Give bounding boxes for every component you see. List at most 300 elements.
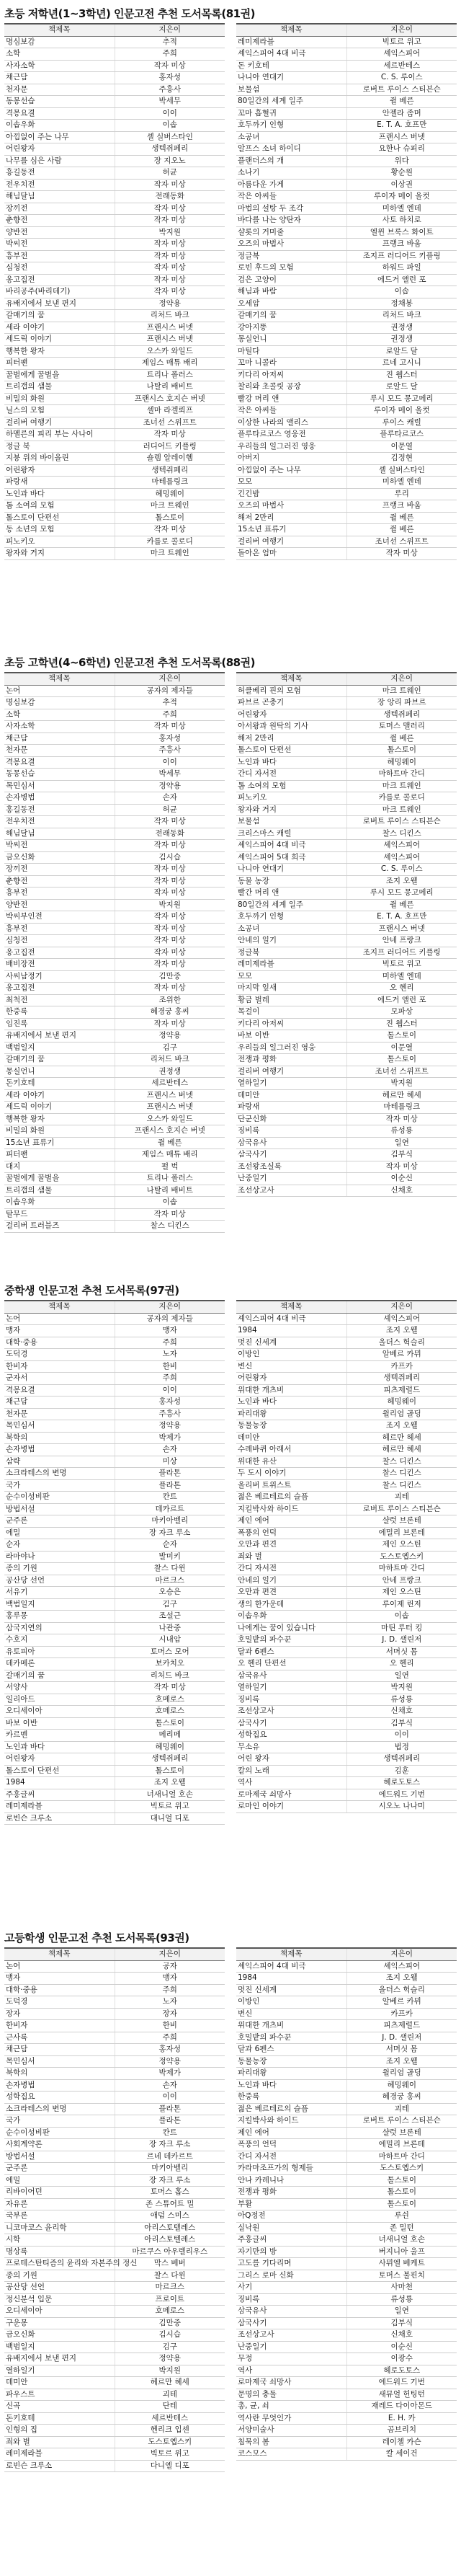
book-title: 1984 [236,1973,346,1985]
table-row [236,1973,457,1985]
table-row [4,226,225,239]
column-header-author: 지은이 [346,673,457,685]
book-author: 정약용 [115,780,225,792]
book-title: 돈 키호테 [236,60,346,72]
book-author: 작자 미상 [346,1161,457,1173]
table-row [236,226,457,239]
book-author: 괴테 [115,2389,225,2401]
book-title: 해님달님 [4,191,115,203]
book-author: 마테를링크 [115,477,225,489]
book-author: 너새니얼 호손 [346,2234,457,2247]
book-author: 주희 [115,1984,225,1996]
book-title: 목민심서 [4,2055,115,2068]
book-title: 수레바퀴 아래서 [236,1444,346,1456]
book-author: 미상 [115,1456,225,1468]
table-row [4,1973,225,1985]
book-author: 작자 미상 [115,429,225,441]
book-author: 프랜시스 버넷 [115,322,225,334]
table-row [236,2329,457,2342]
table-row [236,548,457,560]
table-row [236,2293,457,2306]
book-title: 채근담 [4,72,115,84]
table-row [4,1777,225,1789]
table-row [236,2353,457,2365]
book-title: 서양미술사 [236,2425,346,2437]
book-title: 오만과 편견 [236,1587,346,1599]
table-row [4,2163,225,2175]
book-author: 카프카 [346,2008,457,2020]
table-row [4,2198,225,2210]
book-title: 소공녀 [236,923,346,935]
table-row [236,828,457,840]
book-author: 일연 [346,2306,457,2318]
book-title: 북학의 [4,2068,115,2080]
book-author: 마크 트웨인 [115,500,225,513]
book-table-right [236,672,457,1197]
table-row [4,1587,225,1599]
book-title: 멋진 신세계 [236,1337,346,1349]
book-title: 해님과 바람 [236,286,346,298]
book-title: 양반전 [4,899,115,911]
book-title: 탈무드 [4,1208,115,1221]
book-title: 침묵의 봄 [236,2436,346,2448]
book-title: 위대한 개츠비 [236,2020,346,2032]
book-title: 소크라테스의 변명 [4,1468,115,1480]
book-author: 오 헨리 [346,1658,457,1670]
table-row [236,2246,457,2258]
book-author: 박지원 [346,1682,457,1694]
table-row [4,2044,225,2056]
table-row [4,911,225,924]
book-author: 셰익스피어 [346,1313,457,1325]
table-row [236,1078,457,1090]
table-row [236,2020,457,2032]
book-author: 작자 미상 [115,935,225,947]
book-title: 지킬박사와 하이드 [236,1503,346,1515]
table-row [4,369,225,381]
book-title: 오디세이아 [4,2306,115,2318]
table-row [4,1102,225,1114]
table-row [4,2329,225,2342]
book-title: 해저 2만리 [236,732,346,745]
table-row [4,1670,225,1682]
book-author: 존 밀턴 [346,2222,457,2234]
book-title: 목민심서 [4,780,115,792]
book-author: 루이스 캐럴 [346,417,457,429]
book-title: 백범일지 [4,2341,115,2353]
book-author: 메리메 [115,1730,225,1742]
book-author: 추적 [115,36,225,48]
table-row [4,500,225,513]
table-row [4,1197,225,1209]
book-author: 손자 [115,1444,225,1456]
table-row [4,1360,225,1373]
table-row [236,536,457,548]
table-row [4,1563,225,1575]
book-title: 어린 왕자 [236,1753,346,1766]
book-author: 정약용 [115,2353,225,2365]
table-row [4,1515,225,1528]
book-author: 리처드 바크 [115,1054,225,1066]
table-row [4,1089,225,1102]
book-title: 소공녀 [236,131,346,143]
table-row [236,1658,457,1670]
table-row [236,72,457,84]
book-title: 오세암 [236,298,346,310]
table-row [236,1960,457,1973]
book-title: 역사 [236,2365,346,2377]
column-header-title: 책제목 [236,673,346,685]
book-author: 진 웹스터 [346,1018,457,1030]
book-title: 손자병법 [4,1444,115,1456]
table-row [4,1468,225,1480]
book-author: J. D. 샐린저 [346,1634,457,1647]
table-row [4,923,225,935]
table-row [236,2436,457,2448]
book-title: 트리갭의 샘물 [4,1185,115,1197]
book-author: 루이제 린저 [346,1598,457,1611]
table-row [4,2246,225,2258]
table-row [4,96,225,108]
book-title: 우리들의 일그러진 영웅 [236,441,346,453]
book-author: 헤로도토스 [346,1777,457,1789]
table-row [4,1185,225,1197]
book-title: 전우치전 [4,816,115,828]
book-title: 시학 [4,2234,115,2247]
book-table-right [236,1947,457,2461]
table-row [236,381,457,394]
book-author: 작자 미상 [115,179,225,191]
book-title: 순수이성비판 [4,1492,115,1504]
book-author: 플루타르코스 [346,429,457,441]
book-author: 순자 [115,1539,225,1552]
table-row [4,548,225,560]
book-title: 니코마코스 윤리학 [4,2222,115,2234]
table-row [236,1313,457,1325]
book-author: 생텍쥐페리 [115,464,225,477]
table-row [4,899,225,911]
book-title: 정신분석 입문 [4,2293,115,2306]
table-row [236,1089,457,1102]
book-author: 작자 미상 [346,548,457,560]
book-title: 마법의 설탕 두 조각 [236,203,346,215]
book-author: E. T. A. 호프만 [346,911,457,924]
book-title: 조선상고사 [236,1185,346,1197]
book-title: 서유기 [4,1587,115,1599]
table-row [236,2008,457,2020]
table-row [236,1789,457,1801]
table-row [236,1337,457,1349]
book-author: 작자 미상 [115,911,225,924]
column-header-author: 지은이 [115,1948,225,1960]
table-row [236,875,457,888]
book-title: 톨스토이 단편선 [236,745,346,757]
table-row [236,1054,457,1066]
book-author: 톨스토이 [115,1765,225,1777]
book-author: 루시 모드 몽고메리 [346,888,457,900]
table-row [236,2282,457,2294]
book-title: 노인과 바다 [236,2079,346,2092]
book-title: 사자소학 [4,60,115,72]
book-author: 사마천 [346,2282,457,2294]
table-header-row [236,24,457,36]
book-title: 자유론 [4,2198,115,2210]
book-author: 찰스 디킨스 [115,1221,225,1233]
book-author: 셰익스피어 [346,840,457,852]
table-row [236,911,457,924]
table-row [236,2341,457,2353]
book-author: 생텍쥐페리 [346,1373,457,1385]
table-row [236,1102,457,1114]
table-row [236,1018,457,1030]
table-row [4,888,225,900]
table-row [4,2103,225,2115]
book-title: 소크라테스의 변명 [4,2103,115,2115]
book-title: 안네의 일기 [236,1575,346,1587]
table-row [236,345,457,358]
column-header-title: 책제목 [236,24,346,36]
table-row [4,464,225,477]
book-author: 권정생 [346,322,457,334]
book-author: 찰스 디킨스 [346,1456,457,1468]
table-row [236,2234,457,2247]
book-author: 빅토르 위고 [115,2448,225,2461]
table-row [236,2258,457,2270]
book-author: 안젤라 좀머 [346,107,457,120]
table-row [4,2115,225,2128]
book-title: 피터팬 [4,1149,115,1161]
book-title: 셰익스피어 4대 비극 [236,1313,346,1325]
book-title: 꿀벌에게 꿀벌을 [4,1173,115,1185]
book-title: 한중록 [4,1006,115,1019]
book-title: 군주론 [4,1515,115,1528]
book-title: 조선상고사 [236,2329,346,2342]
table-row [4,780,225,792]
table-row [4,239,225,251]
table-row [4,215,225,227]
table-row [4,721,225,733]
book-author: 박세무 [115,769,225,781]
book-title: 노인과 바다 [4,488,115,500]
book-author: C. S. 루이스 [346,864,457,876]
table-row [236,60,457,72]
book-author: 프로이트 [115,2293,225,2306]
book-title: 목걸이 [236,1006,346,1019]
table-row [236,2187,457,2199]
book-title: 구운몽 [4,2317,115,2329]
table-row [236,1492,457,1504]
book-title: 어린왕자 [4,143,115,156]
book-author: 칸트 [115,2127,225,2139]
book-author: 조지프 러디어드 키플링 [346,250,457,262]
book-title: 크리스마스 캐럴 [236,828,346,840]
book-title: 허클베리 핀의 모험 [236,685,346,697]
book-author: 작자 미상 [115,816,225,828]
table-row [4,732,225,745]
table-row [4,381,225,394]
book-author: 헤밍웨이 [346,2079,457,2092]
book-author: E. T. A. 호프만 [346,120,457,132]
book-author: 아리스토텔레스 [115,2234,225,2247]
book-title: 소나기 [236,167,346,180]
table-row [236,1030,457,1043]
book-title: 유배지에서 보낸 편지 [4,2353,115,2365]
book-title: 천자문 [4,1408,115,1420]
book-author: 마키아벨리 [115,2163,225,2175]
table-row [236,48,457,61]
book-title: 15소년 표류기 [4,1137,115,1149]
book-title: 리바이어던 [4,2187,115,2199]
table-row [236,983,457,995]
book-author: 피츠제럴드 [346,2020,457,2032]
book-title: 빨간 머리 앤 [236,888,346,900]
book-table-left [4,1300,225,1825]
book-author: C. S. 루이스 [346,72,457,84]
book-author: 다니엘 디포 [115,2460,225,2472]
book-author: 마르쿠스 아우렐리우스 [115,2246,225,2258]
table-row [236,1730,457,1742]
table-row [4,322,225,334]
book-title: 사회계약론 [4,2139,115,2151]
book-title: 정글북 [236,947,346,959]
book-table-right [236,1300,457,1813]
table-row [236,215,457,227]
book-author: 헤밍웨이 [115,1741,225,1753]
book-title: 채근담 [4,732,115,745]
table-row [4,2317,225,2329]
table-row [236,1113,457,1125]
book-author: 손자 [115,2079,225,2092]
book-title: 셰익스피어 5대 희극 [236,851,346,864]
table-row [4,334,225,346]
book-title: 전우치전 [4,179,115,191]
book-title: 피노키오 [4,536,115,548]
book-title: 성학집요 [236,1730,346,1742]
book-author: 주흥사 [115,1408,225,1420]
book-title: 빨강 머리 앤 [236,393,346,405]
book-title: 논어 [4,1960,115,1973]
book-title: 돈키호테 [4,2412,115,2425]
book-author: 윌리엄 골딩 [346,1408,457,1420]
book-title: 이방인 [236,1349,346,1361]
table-row [236,1515,457,1528]
book-author: 권정생 [115,1066,225,1078]
book-author: 제임스 매튜 배리 [115,1149,225,1161]
book-title: 이상한 나라의 앨리스 [236,417,346,429]
book-author: 박제가 [115,2068,225,2080]
book-author: 쥘 베른 [346,524,457,536]
table-row [236,851,457,864]
book-title: 데미안 [236,1432,346,1444]
table-row [236,274,457,286]
book-title: 한비자 [4,2020,115,2032]
table-row [236,2151,457,2163]
table-row [4,1646,225,1658]
book-title: 폭풍의 언덕 [236,1527,346,1539]
book-author: 장 자크 루소 [115,2174,225,2187]
book-title: 위대한 개츠비 [236,1384,346,1397]
book-author: 맹자 [115,1325,225,1337]
book-title: 순자 [4,1539,115,1552]
book-title: 열하일기 [236,1682,346,1694]
book-title: 걸리버 여행기 [236,536,346,548]
table-row [4,1575,225,1587]
book-author: 신채호 [346,1706,457,1718]
column-header-author: 지은이 [346,24,457,36]
book-author: 박지원 [115,899,225,911]
book-author: 톨스토이 [346,745,457,757]
book-author: 로알드 달 [346,381,457,394]
book-title: 바다를 나는 양탄자 [236,215,346,227]
book-author: 토머스 맬러리 [346,721,457,733]
book-author: 모파상 [346,1006,457,1019]
table-row [236,1468,457,1480]
book-title: 천자문 [4,745,115,757]
book-author: 이이 [115,1384,225,1397]
book-author: 엘윈 브룩스 화이트 [346,226,457,239]
book-title: 군주론 [4,2163,115,2175]
book-title: 어린왕자 [236,709,346,721]
table-row [4,1717,225,1730]
book-title: 고도를 기다리며 [236,2258,346,2270]
column-header-author: 지은이 [346,1301,457,1313]
table-row [236,1753,457,1766]
table-row [4,1018,225,1030]
table-row [236,1670,457,1682]
book-title: 제인 에어 [236,1515,346,1528]
book-title: 폭풍의 언덕 [236,2139,346,2151]
book-author: 손자 [115,792,225,805]
book-title: 지킬박사와 하이드 [236,2115,346,2128]
book-author: 프랜시스 버넷 [115,334,225,346]
column-header-author: 지은이 [115,1301,225,1313]
book-title: 왕자와 거지 [236,804,346,816]
book-author: 김정현 [346,453,457,465]
table-row [4,1801,225,1813]
table-row [4,792,225,805]
book-title: 유토피아 [4,1646,115,1658]
table-row [236,453,457,465]
table-row [4,2353,225,2365]
book-author: 조지프 러디어드 키플링 [346,947,457,959]
book-author: 괴테 [346,1492,457,1504]
book-author: 헤르만 헤세 [115,2377,225,2389]
book-author: 윌리엄 골딩 [346,2068,457,2080]
book-author: 셸 실버스타인 [346,464,457,477]
book-author: 알베르 카뮈 [346,1349,457,1361]
book-title: 꼬마 니콜라 [236,358,346,370]
book-table-left [4,672,225,1233]
table-row [4,1149,225,1161]
table-row [4,2282,225,2294]
book-title: 지붕 위의 바이올린 [4,453,115,465]
table-row [4,1658,225,1670]
table-row [236,500,457,513]
table-row [4,2425,225,2437]
table-row [236,1384,457,1397]
table-row [236,1125,457,1138]
table-row [4,1984,225,1996]
book-title: 천자문 [4,84,115,96]
book-title: 아버지 [236,453,346,465]
book-title: 비밀의 화원 [4,1125,115,1138]
book-author: 조지 오웰 [346,2055,457,2068]
book-title: 박씨부인전 [4,911,115,924]
table-row [236,721,457,733]
book-title: 옹고집전 [4,274,115,286]
book-author: 김훈 [346,1765,457,1777]
book-title: 바보 이반 [4,1717,115,1730]
